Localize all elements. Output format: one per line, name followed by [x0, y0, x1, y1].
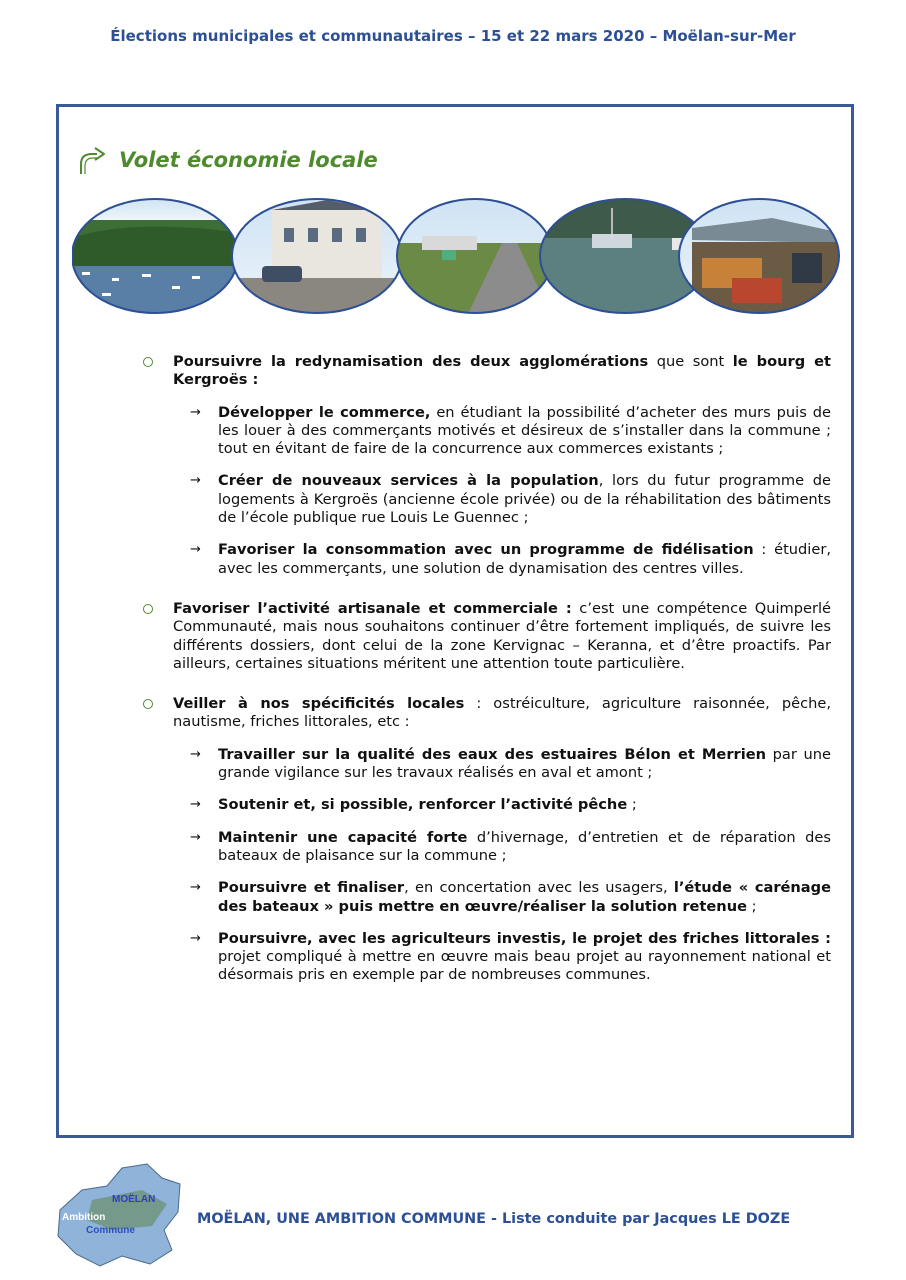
item-lead: le bourg et Kergroës : [173, 353, 831, 389]
sub-item [143, 930, 831, 985]
item-lead: Favoriser l’activité artisanale et commerciale : [173, 599, 572, 617]
sub-item-text: projet compliqué à mettre en œuvre mais beau projet au rayonnement national et désormais pris en exemple par de nombreuses communes. [218, 948, 831, 984]
arrow-icon: → [190, 829, 201, 845]
list-item [143, 353, 831, 390]
logo-line-2: Ambition [62, 1212, 106, 1223]
photo-strip [72, 198, 842, 316]
campaign-logo [52, 1160, 188, 1268]
sub-item [143, 746, 831, 783]
sub-item-text: ; [627, 796, 637, 814]
list-item [143, 695, 831, 732]
arrow-icon: → [190, 746, 201, 762]
arrow-icon: → [190, 542, 201, 558]
list-item [143, 600, 831, 673]
sub-item-lead: Soutenir et, si possible, renforcer l’activité pêche [218, 796, 628, 814]
curved-arrow-icon [77, 144, 107, 176]
circle-bullet-icon [143, 604, 153, 614]
sub-item [143, 404, 831, 459]
sub-item-lead: Poursuivre, avec les agriculteurs investis, le projet des friches littorales : [218, 929, 831, 947]
sub-item-text: , lors du futur programme de logements à Kergroës (ancienne école privée) ou de la réhabilitation des bâtiments de l’école publique rue Louis Le Guennec ; [218, 472, 831, 527]
sub-item-text: ; [747, 897, 757, 915]
sub-item-text: : étudier, avec les commerçants, une solution de dynamisation des centres villes. [218, 541, 831, 577]
logo-line-1: MOËLAN [112, 1194, 156, 1205]
arrow-icon: → [190, 930, 201, 946]
sub-item-text: d’hivernage, d’entretien et de réparation des bateaux de plaisance sur la commune ; [218, 828, 831, 864]
sub-item-lead: Poursuivre et finaliser [218, 879, 405, 897]
item-lead: Veiller à nos spécificités locales [173, 695, 465, 713]
page-footer: MOËLAN, UNE AMBITION COMMUNE - Liste conduite par Jacques LE DOZE [197, 1211, 791, 1227]
sub-item-lead: Travailler sur la qualité des eaux des estuaires Bélon et Merrien [218, 745, 767, 763]
sub-item [143, 472, 831, 527]
page-header: Élections municipales et communautaires – 15 et 22 mars 2020 – Moëlan-sur-Mer [110, 27, 796, 45]
item-text: que sont [648, 353, 733, 370]
road-zone-photo [392, 198, 562, 316]
sub-item-lead: Maintenir une capacité forte [218, 828, 468, 846]
item-lead: Poursuivre la redynamisation des deux agglomérations [173, 353, 649, 370]
circle-bullet-icon [143, 699, 153, 709]
arrow-icon: → [190, 404, 201, 420]
arrow-icon: → [190, 797, 201, 813]
sub-item [143, 829, 831, 866]
item-text: : ostréiculture, agriculture raisonnée, pêche, nautisme, friches littorales, etc : [173, 695, 831, 731]
sub-item [143, 541, 831, 578]
sub-item [143, 879, 831, 916]
arrow-icon: → [190, 880, 201, 896]
sub-item [143, 796, 831, 814]
item-text: c’est une compétence Quimperlé Communauté, mais nous souhaitons continuer d’être fortement impliqués, de suivre les différents dossiers, dont celui de la zone Kervignac – Keranna, et d’être proactifs. Par ailleurs, certaines situations méritent une attention toute particulière. [173, 599, 831, 672]
sub-item-lead: l’étude « carénage des bateaux » puis mettre en œuvre/réaliser la solution retenue [218, 879, 831, 915]
sub-item-lead: Développer le commerce, [218, 403, 431, 421]
sub-item-lead: Favoriser la consommation avec un programme de fidélisation [218, 541, 754, 559]
logo-line-3: Commune [86, 1225, 135, 1236]
section-title: Volet économie locale [119, 148, 378, 172]
sub-item-text: , en concertation avec les usagers, [404, 879, 674, 897]
arrow-icon: → [190, 473, 201, 489]
sub-item-text: par une grande vigilance sur les travaux réalisés en aval et amont ; [218, 745, 831, 782]
sub-item-lead: Créer de nouveaux services à la population [218, 472, 599, 490]
circle-bullet-icon [143, 357, 153, 367]
section-heading [77, 142, 378, 178]
main-content [143, 353, 831, 985]
sub-item-text: en étudiant la possibilité d’acheter des murs puis de les louer à des commerçants motivés et désireux de s’installer dans la commune ; tout en évitant de faire de la concurrence aux commerces existants ; [218, 403, 831, 458]
